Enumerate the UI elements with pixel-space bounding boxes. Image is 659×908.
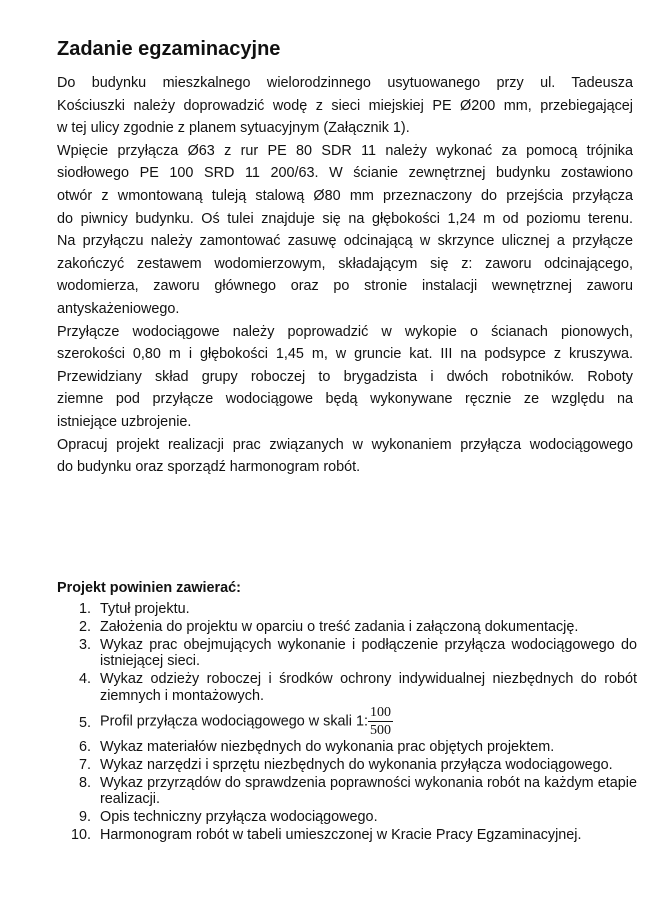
item-number: 2.: [78, 618, 91, 635]
list-item: [57, 601, 637, 617]
list-item: [57, 739, 637, 755]
scale-label: Profil przyłącza wodociągowego w skali 1:: [100, 713, 368, 730]
text-line: ziemne pod przyłącze wodociągowe będą wykonywane ręcznie ze względu na: [57, 391, 633, 408]
text-line: wodomierza, zaworu głównego oraz po stronie instalacji wewnętrznej zaworu: [57, 278, 633, 295]
fraction-numerator: 100: [369, 704, 391, 720]
text-line: do budynku oraz sporządź harmonogram robót.: [57, 459, 361, 476]
text-line: istniejące uzbrojenie.: [57, 413, 192, 430]
item-text: Wykaz materiałów niezbędnych do wykonania prac objętych projektem.: [100, 738, 555, 755]
item-text: Wykaz odzieży roboczej i środków ochrony indywidualnej niezbędnych do robót ziemnych i montażowych.: [100, 671, 637, 704]
text-line: Przyłącze wodociągowe należy poprowadzić w wykopie o ścianach pionowych,: [57, 323, 633, 340]
text-line: do piwnicy budynku. Oś tulei znajduje się na głębokości 1,24 m od poziomu terenu.: [57, 210, 633, 227]
text-line: Do budynku mieszkalnego wielorodzinnego usytuowanego przy ul. Tadeusza: [57, 75, 633, 91]
text-line: siodłowego PE 100 SRD 11 200/63. W ścianie zewnętrznej budynku zostawiono: [57, 165, 633, 182]
item-text: Wykaz narzędzi i sprzętu niezbędnych do wykonania przyłącza wodociągowego.: [100, 756, 613, 773]
fraction-denominator: 500: [369, 722, 391, 738]
text-line: Na przyłączu należy zamontować zasuwę odcinającą w skrzynce ulicznej a przyłącze: [57, 233, 633, 250]
list-item: [57, 637, 637, 670]
text-line: antyskażeniowego.: [57, 300, 180, 317]
list-item: [57, 809, 637, 825]
list-item: [57, 827, 637, 843]
item-number: 3.: [78, 636, 91, 653]
section-title: Projekt powinien zawierać:: [57, 580, 241, 596]
item-number: 1.: [78, 601, 91, 617]
list-item: [57, 757, 637, 773]
paragraph-4: [57, 434, 633, 479]
text-line: otwór z wmontowaną tuleją stalową Ø80 mm przeznaczony do przejścia przyłącza: [57, 187, 633, 204]
text-line: w tej ulicy zgodnie z planem sytuacyjnym (Załącznik 1).: [57, 120, 410, 137]
text-line: zakończyć zestawem wodomierzowym, składającym się z: zaworu odcinającego,: [57, 255, 633, 272]
paragraph-2: [57, 140, 633, 321]
list-item: [57, 671, 637, 704]
item-number: 9.: [78, 809, 91, 826]
text-line: Przewidziany skład grupy roboczej to brygadzista i dwóch robotników. Roboty: [57, 368, 633, 385]
item-text: Opis techniczny przyłącza wodociągowego.: [100, 809, 378, 826]
task-description: [57, 72, 633, 479]
item-number: 10.: [70, 826, 91, 843]
text-line: szerokości 0,80 m i głębokości 1,45 m, w gruncie kat. III na podsypce z kruszywa.: [57, 346, 633, 363]
item-number: 6.: [78, 738, 91, 755]
item-number: 5.: [78, 714, 91, 731]
item-text: Harmonogram robót w tabeli umieszczonej w Kracie Pracy Egzaminacyjnej.: [100, 826, 582, 843]
item-number: 8.: [78, 774, 91, 791]
item-text: Wykaz przyrządów do sprawdzenia poprawności wykonania robót na każdym etapie realizacji.: [100, 774, 637, 808]
list-item: [57, 704, 637, 739]
list-item: [57, 619, 637, 635]
list-item: [57, 775, 637, 808]
text-line: Wpięcie przyłącza Ø63 z rur PE 80 SDR 11 należy wykonać za pomocą trójnika: [57, 142, 633, 159]
page-title: Zadanie egzaminacyjne: [57, 38, 281, 60]
requirements-list: [57, 601, 637, 843]
item-number: 7.: [78, 756, 91, 773]
text-line: Kościuszki należy doprowadzić wodę z sieci miejskiej PE Ø200 mm, przebiegającej: [57, 97, 633, 114]
item-text: Tytuł projektu.: [100, 601, 190, 617]
item-text: [100, 704, 637, 739]
paragraph-1: [57, 72, 633, 140]
text-line: Opracuj projekt realizacji prac związanych w wykonaniem przyłącza wodociągowego: [57, 436, 633, 453]
scale-fraction: [368, 704, 393, 739]
item-number: 4.: [78, 671, 91, 688]
paragraph-3: [57, 321, 633, 434]
item-text: Założenia do projektu w oparciu o treść zadania i załączoną dokumentację.: [100, 618, 579, 635]
item-text: Wykaz prac obejmujących wykonanie i podłączenie przyłącza wodociągowego do istniejącej sieci.: [100, 636, 637, 670]
